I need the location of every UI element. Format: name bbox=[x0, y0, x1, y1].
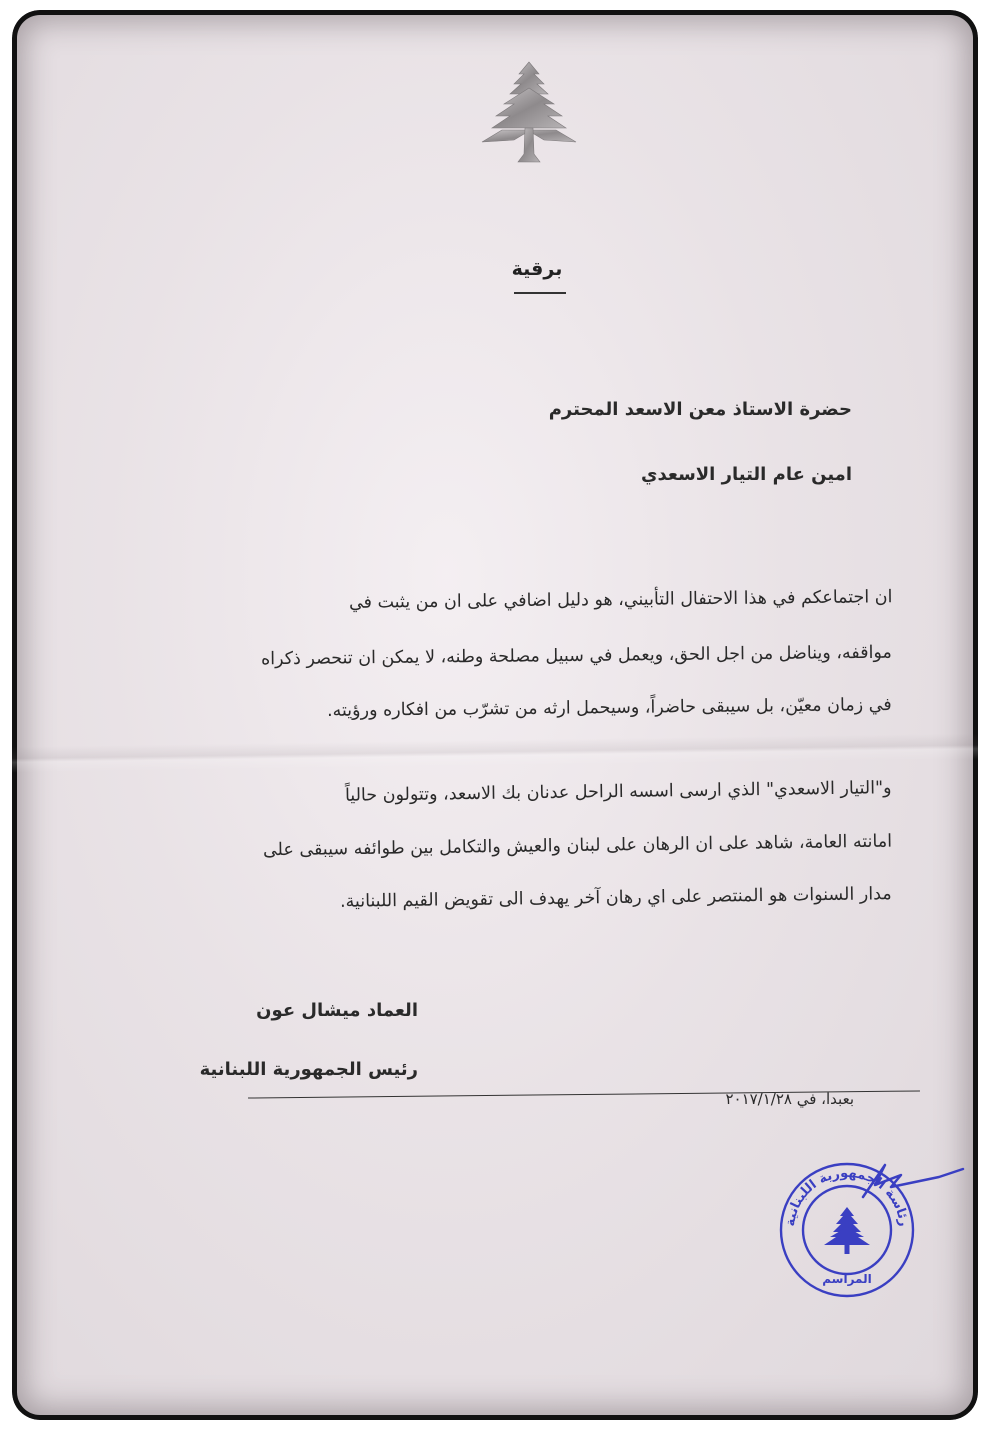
title-underline bbox=[514, 292, 566, 294]
body-line: في زمان معيّن، بل سيبقى حاضراً، وسيحمل ارثه من تشرّب من افكاره ورؤيته. bbox=[327, 695, 893, 721]
letter-paper bbox=[12, 10, 978, 1420]
addressee-title: امين عام التيار الاسعدي bbox=[641, 464, 852, 485]
body-line: ان اجتماعكم في هذا الاحتفال التأبيني، هو دليل اضافي على ان من يثبت في bbox=[348, 587, 893, 613]
body-line: مدار السنوات هو المنتصر على اي رهان آخر يهدف الى تقويض القيم اللبنانية. bbox=[340, 884, 893, 912]
body-line: مواقفه، ويناضل من اجل الحق، ويعمل في سبيل مصلحة وطنه، لا يمكن ان تنحصر ذكراه bbox=[261, 642, 893, 670]
cedar-tree-icon bbox=[474, 58, 584, 168]
place-date: بعبدا، في ٢٠١٧/١/٢٨ bbox=[725, 1090, 854, 1108]
signer-name: العماد ميشال عون bbox=[256, 1000, 418, 1021]
body-line: امانته العامة، شاهد على ان الرهان على لبنان والعيش والتكامل بين طوائفه سيبقى على bbox=[262, 831, 893, 861]
body-line: و"التيار الاسعدي" الذي ارسى اسسه الراحل عدنان بك الاسعد، وتتولون حالياً bbox=[345, 778, 893, 806]
initials-mark bbox=[857, 1155, 967, 1205]
signer-title: رئيس الجمهورية اللبنانية bbox=[199, 1059, 418, 1080]
salutation: حضرة الاستاذ معن الاسعد المحترم bbox=[548, 399, 852, 420]
stamp-bottom-text: المراسم bbox=[822, 1272, 872, 1286]
letter-title: برقية bbox=[511, 258, 563, 280]
stamp-text: رئاسة الجمهورية اللبنانية bbox=[783, 1165, 911, 1228]
paper-fold bbox=[12, 733, 978, 772]
